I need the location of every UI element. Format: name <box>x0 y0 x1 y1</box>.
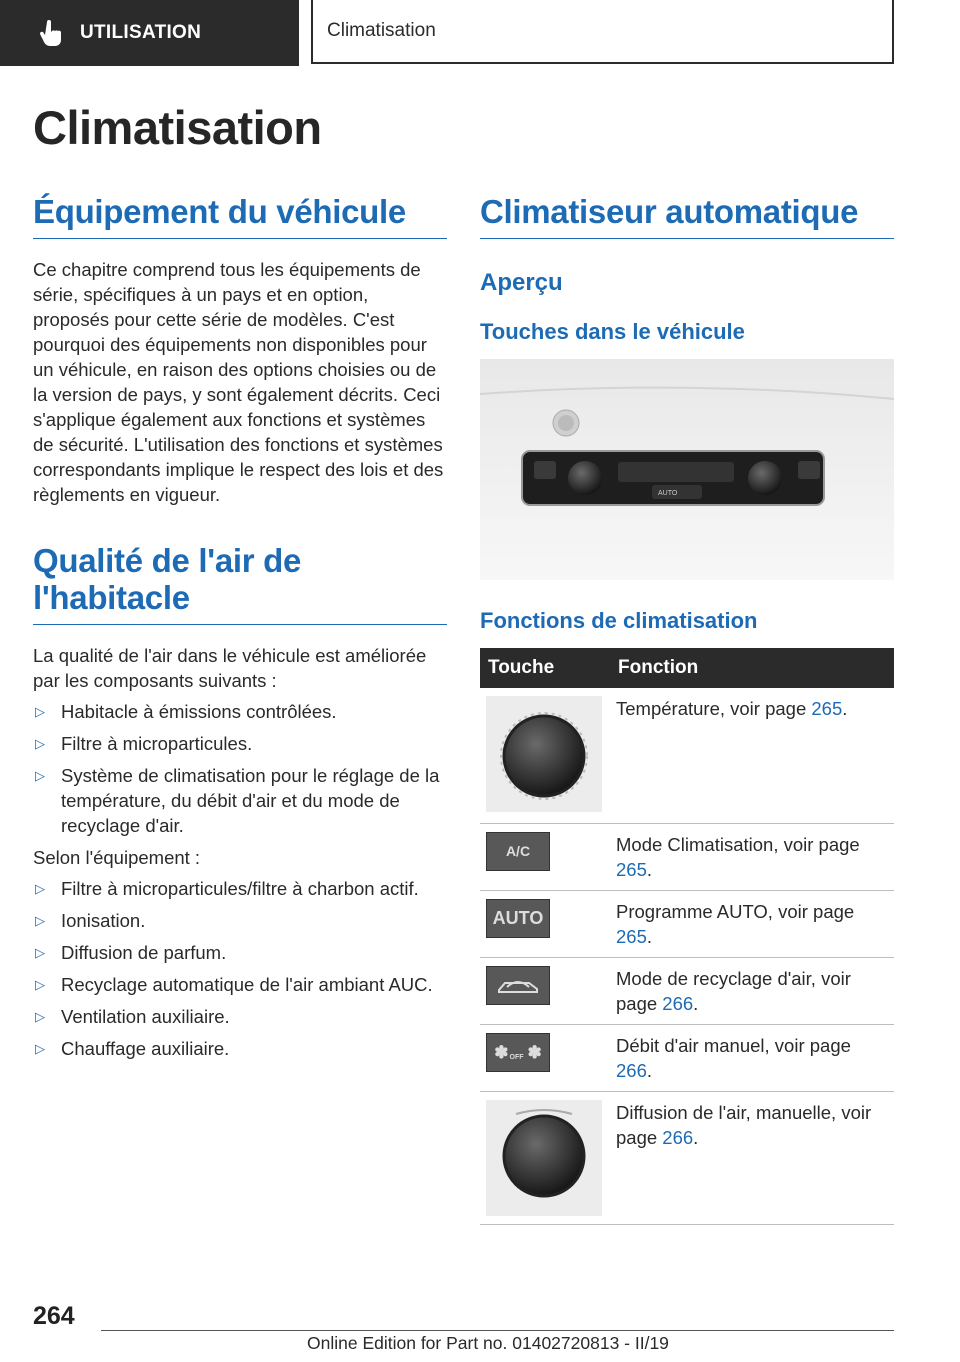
right-column <box>480 194 894 1225</box>
list-item: ▷ Filtre à microparticules. <box>35 732 253 754</box>
list-item: ▷ Ventilation auxiliaire. <box>35 1005 230 1027</box>
list-item: ▷ Recyclage automatique de l'air ambiant AUC. <box>35 973 433 995</box>
component-list <box>33 699 447 838</box>
list-item: ▷ Filtre à microparticules/filtre à charbon actif. <box>35 877 419 899</box>
subheading-functions: Fonctions de climatisation <box>480 608 758 634</box>
table-row: A/C Mode Climatisation, voir page 265. <box>480 823 894 890</box>
table-row: AUTO Programme AUTO, voir page 265. <box>480 890 894 957</box>
air-distribution-knob-icon <box>486 1100 602 1216</box>
section-tab <box>0 0 299 66</box>
control-panel-image <box>480 359 894 580</box>
edition-text: Online Edition for Part no. 01402720813 - II/19 <box>307 1333 669 1353</box>
list-item: ▷ Habitacle à émissions contrôlées. <box>35 700 337 722</box>
list-item: ▷ Chauffage auxiliaire. <box>35 1037 230 1059</box>
table-row: Mode de recyclage d'air, voir page 266. <box>480 957 894 1024</box>
section-title-air-quality: Qualité de l'air de l'habitacle <box>33 543 447 625</box>
page-number: 264 <box>33 1302 75 1330</box>
chapter-title: Climatisation <box>311 0 894 64</box>
air-quality-intro: La qualité de l'air dans le véhicule est améliorée par les composants suivants : <box>33 644 427 691</box>
section-label: UTILISATION <box>80 22 202 43</box>
left-column <box>33 194 447 1068</box>
table-row: Température, voir page 265. <box>480 688 894 823</box>
ac-button-icon: A/C <box>486 832 550 871</box>
table-row: Diffusion de l'air, manuelle, voir page 266. <box>480 1091 894 1224</box>
subheading-overview: Aperçu <box>480 269 563 297</box>
equipment-note: Selon l'équipement : <box>33 846 201 868</box>
section-title-climate: Climatiseur automatique <box>480 194 894 239</box>
table-row: ✽ OFF ✽ Débit d'air manuel, voir page 266. <box>480 1024 894 1091</box>
subheading-buttons: Touches dans le véhicule <box>480 319 745 345</box>
column-header: Touche <box>480 648 610 688</box>
temperature-knob-icon <box>486 696 602 812</box>
auto-button-icon: AUTO <box>486 899 550 938</box>
functions-table <box>480 648 894 1225</box>
list-item: ▷ Ionisation. <box>35 909 146 931</box>
optional-list <box>33 876 447 1061</box>
recirculation-button-icon <box>486 966 550 1005</box>
hand-pointer-icon <box>36 18 66 48</box>
svg-text:AUTO: AUTO <box>658 490 678 498</box>
list-item: ▷ Diffusion de parfum. <box>35 941 227 963</box>
section-title-equipment: Équipement du véhicule <box>33 194 447 239</box>
footer-divider <box>101 1330 894 1331</box>
list-item: ▷ Système de climatisation pour le réglage de la température, du débit d'air et du mode de recyclage d'air. <box>35 764 440 836</box>
equipment-paragraph: Ce chapitre comprend tous les équipements de série, spécifiques à un pays et en option, proposés pour cette série de modèles. C'est pourquoi des équipements non disponibles pour un véhicule, en raison des options choisies ou de la version de pays, y sont également décrits. Ceci s'applique également aux fonctions et systèmes de sécurité. L'utilisation des fonctions et systèmes correspondants implique le respect des lois et des règlements en vigueur. <box>33 259 444 506</box>
fan-button-icon: ✽ OFF ✽ <box>486 1033 550 1072</box>
column-header: Fonction <box>610 648 894 688</box>
page-title: Climatisation <box>33 101 322 154</box>
